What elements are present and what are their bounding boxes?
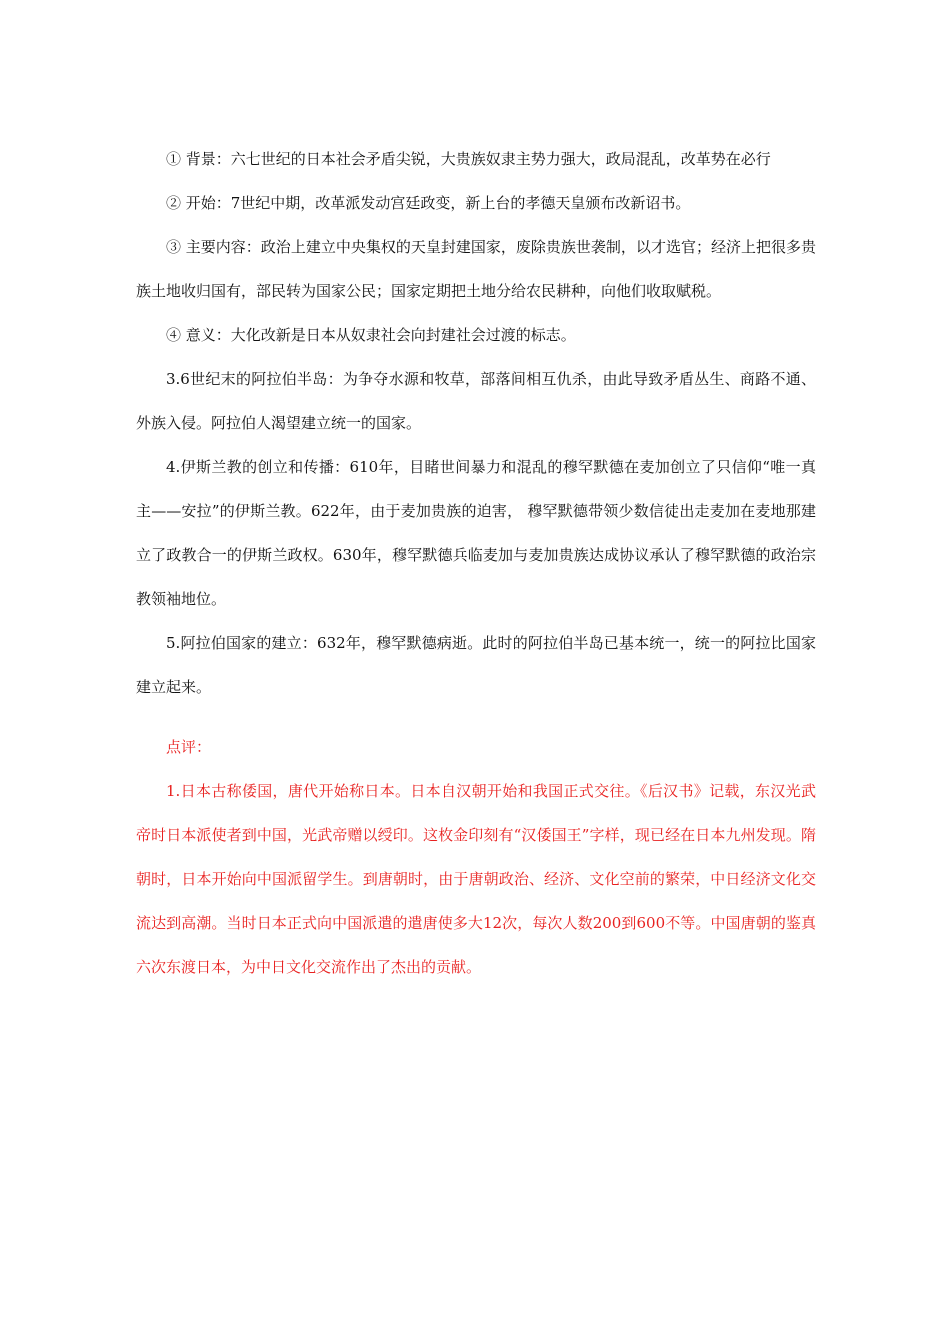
comment-paragraph: 1.日本古称倭国，唐代开始称日本。日本自汉朝开始和我国正式交往。《后汉书》记载，东汉光武帝时日本派使者到中国，光武帝赠以绶印。这枚金印刻有“汉倭国王”字样，现已经在日本九州发现。隋朝时，日本开始向中国派留学生。到唐朝时，由于唐朝政治、经济、文化空前的繁荣，中日经济文化交流达到高潮。当时日本正式向中国派遣的遣唐使多大12次，每次人数200到600不等。中国唐朝的鉴真六次东渡日本，为中日文化交流作出了杰出的贡献。 [136,782,816,976]
section-gap [136,709,816,725]
taika-content-item: ③ 主要内容：政治上建立中央集权的天皇封建国家，废除贵族世袭制，以才选官；经济上把很多贵族土地收归国有，部民转为国家公民；国家定期把土地分给农民耕种，向他们收取赋税。 [136,238,816,300]
document-content [136,137,816,989]
islam-founding-paragraph: 4.伊斯兰教的创立和传播：610年，目睹世间暴力和混乱的穆罕默德在麦加创立了只信仰“唯一真主——安拉”的伊斯兰教。622年，由于麦加贵族的迫害， 穆罕默德带领少数信徒出走麦加在麦地那建立了政教合一的伊斯兰政权。630年，穆罕默德兵临麦加与麦加贵族达成协议承认了穆罕默德的政治宗教领袖地位。 [136,458,816,608]
arab-state-founding-paragraph: 5.阿拉伯国家的建立：632年，穆罕默德病逝。此时的阿拉伯半岛已基本统一，统一的阿拉比国家建立起来。 [136,634,816,696]
arabia-6th-century-paragraph: 3.6世纪末的阿拉伯半岛：为争夺水源和牧草，部落间相互仇杀，由此导致矛盾丛生、商路不通、外族入侵。阿拉伯人渴望建立统一的国家。 [136,370,816,432]
comment-section [136,725,816,989]
comment-title: 点评： [166,738,212,756]
taika-significance-item: ④ 意义：大化改新是日本从奴隶社会向封建社会过渡的标志。 [166,326,576,344]
taika-background-item: ① 背景：六七世纪的日本社会矛盾尖锐，大贵族奴隶主势力强大，政局混乱，改革势在必行 [166,150,771,168]
taika-start-item: ② 开始：7世纪中期，改革派发动宫廷政变，新上台的孝德天皇颁布改新诏书。 [166,194,691,212]
